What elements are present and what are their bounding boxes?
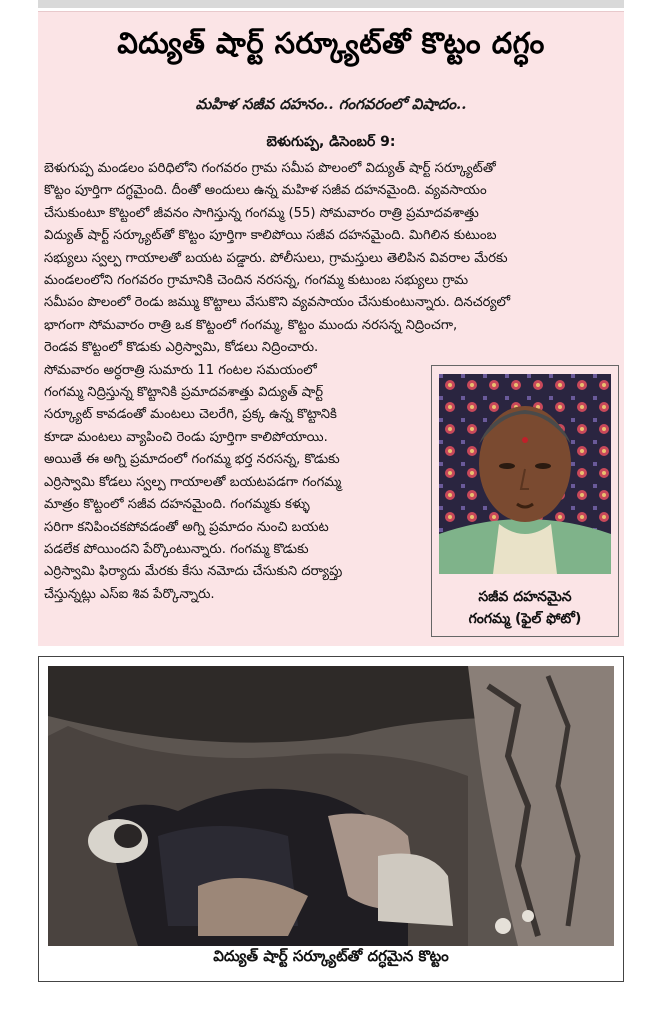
body-line: కొట్టం పూర్తిగా దగ్ధమైంది. దీంతో అందులు ఉన్న మహిళ సజీవ దహనమైంది. వ్యవసాయం: [44, 183, 487, 199]
body-line: మాత్రం కొట్టంలో సజీవ దహనమైంది. గంగమ్మకు కళ్ళు: [44, 497, 310, 513]
portrait-caption-line: గంగమ్మ (ఫైల్ ఫోటో): [468, 611, 582, 627]
article-headline: విద్యుత్ షార్ట్ సర్క్యూట్‌తో కొట్టం దగ్ధం: [117, 26, 545, 60]
body-line: బెళుగుప్ప మండలం పరిధిలోని గంగవరం గ్రామ సమీప పొలంలో విద్యుత్ షార్ట్ సర్క్యూట్‌తో: [44, 161, 496, 176]
portrait-caption: [432, 586, 618, 630]
portrait-photo: [439, 374, 611, 574]
article-subheadline: మహిళ సజీవ దహనం.. గంగవరంలో విషాదం..: [195, 95, 467, 113]
body-line: పడలేక పోయిందని పేర్కొంటున్నారు. గంగమ్మ కొడుకు: [44, 541, 309, 557]
body-line: అయితే ఈ అగ్ని ప్రమాదంలో గంగమ్మ భర్త నరసన్న, కొడుకు: [44, 452, 340, 468]
body-line: ఎర్రిస్వామి ఫిర్యాదు మేరకు కేసు నమోదు చేసుకుని దర్యాప్తు: [44, 564, 343, 580]
body-line: సమీపం పొలంలో రెండు జమ్ము కొట్టాలు వేసుకొని వ్యవసాయం చేసుకుంటున్నారు. దినచర్యలో: [44, 295, 511, 311]
body-line: చేస్తున్నట్లు ఎస్ఐ శివ పేర్కొన్నారు.: [44, 586, 215, 602]
page-top-band: [38, 0, 624, 8]
burnt-hut-illustration: [48, 666, 614, 946]
body-line: గంగమ్మ నిద్రిస్తున్న కొట్టానికి ప్రమాదవశాత్తు విద్యుత్ షార్ట్: [44, 385, 324, 401]
body-line: విద్యుత్ షార్ట్ సర్క్యూట్‌తో కొట్టం పూర్తిగా కాలిపోయి సజీవ దహనమైంది. మిగిలిన కుటుంబ: [44, 228, 497, 244]
body-line: సరిగా కనిపించకపోవడంతో అగ్ని ప్రమాదం నుంచి బయట: [44, 519, 329, 535]
burnt-hut-caption: విద్యుత్ షార్ట్ సర్క్యూట్‌తో దగ్ధమైన కొట్టం: [213, 947, 449, 965]
news-article: [38, 11, 624, 646]
body-line: ఎర్రిస్వామి కోడలు స్వల్ప గాయాలతో బయటపడగా గంగమ్మ: [44, 474, 342, 490]
burnt-hut-photo-box: [38, 656, 624, 982]
body-line: రెండవ కొట్టంలో కొడుకు ఎర్రిస్వామి, కోడలు నిద్రించారు.: [44, 340, 319, 356]
body-line: సర్క్యూట్ కావడంతో మంటలు చెలరేగి, ప్రక్క ఉన్న కొట్టానికి: [44, 407, 337, 423]
burnt-hut-photo: [48, 666, 614, 946]
body-line: భాగంగా సోమవారం రాత్రి ఒక కొట్టంలో గంగమ్మ, కొట్టం ముందు నరసన్న నిద్రించగా,: [44, 317, 458, 333]
body-line: సోమవారం అర్ధరాత్రి సుమారు 11 గంటల సమయంలో: [44, 362, 317, 378]
body-line: మండలంలోని గంగవరం గ్రామానికి చెందిన నరసన్న, గంగమ్మ కుటుంబ సభ్యులు గ్రామ: [44, 273, 469, 289]
body-line: కూడా మంటలు వ్యాపించి రెండు పూర్తిగా కాలిపోయాయి.: [44, 429, 328, 445]
body-line: సభ్యులు స్వల్ప గాయాలతో బయట పడ్డారు. పోలీసులు, గ్రామస్తులు తెలిపిన వివరాల మేరకు: [44, 250, 508, 266]
article-dateline: బెళుగుప్ప, డిసెంబర్ 9:: [266, 134, 396, 150]
portrait-illustration: [439, 374, 611, 574]
body-line: చేసుకుంటూ కొట్టంలో జీవనం సాగిస్తున్న గంగమ్మ (55) సోమవారం రాత్రి ప్రమాదవశాత్తు: [44, 205, 479, 221]
portrait-photo-box: [431, 365, 619, 637]
portrait-caption-line: సజీవ దహనమైన: [478, 589, 572, 605]
